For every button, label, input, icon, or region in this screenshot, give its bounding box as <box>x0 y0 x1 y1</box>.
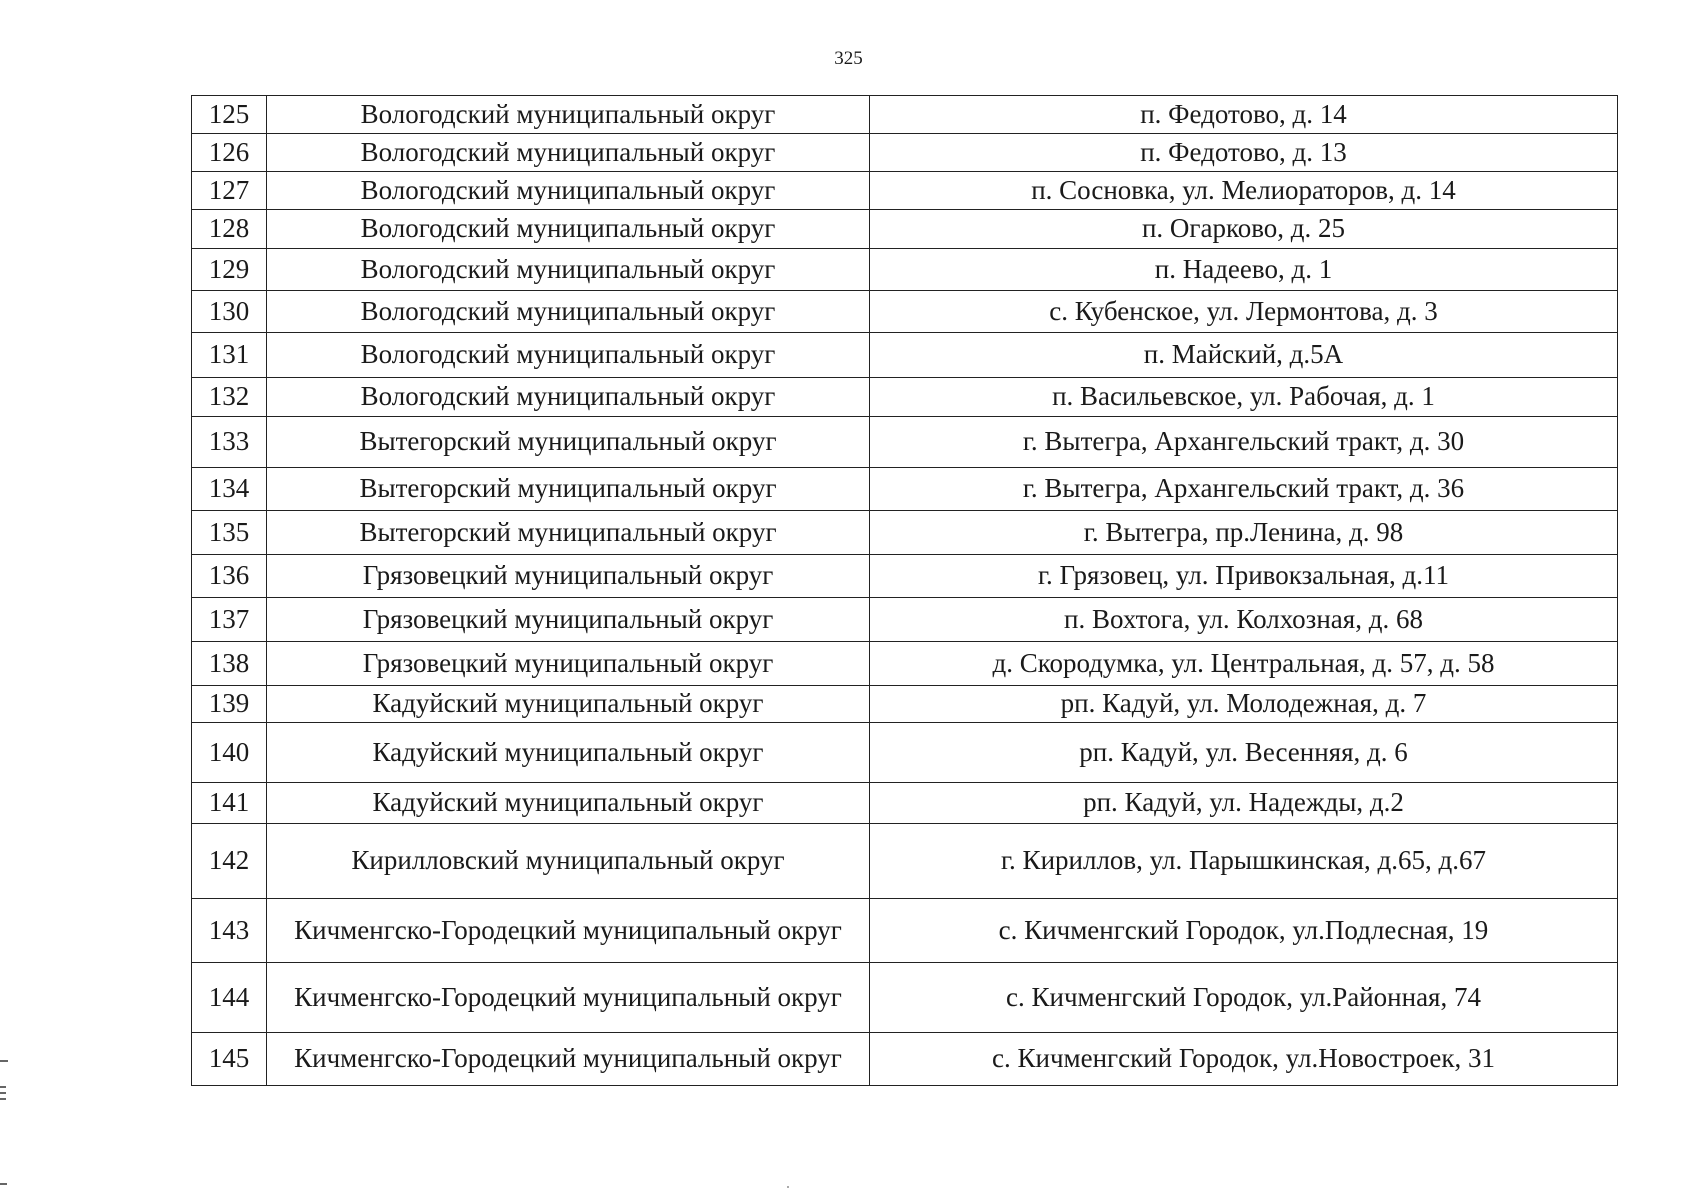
row-number: 142 <box>192 824 267 899</box>
table-row <box>192 249 1618 291</box>
table-row <box>192 511 1618 555</box>
row-number: 126 <box>192 134 267 172</box>
district-cell: Кичменгско-Городецкий муниципальный округ <box>267 1033 870 1086</box>
scan-edge-mark <box>0 1060 8 1062</box>
table-row <box>192 1033 1618 1086</box>
row-number: 128 <box>192 210 267 249</box>
table-row <box>192 417 1618 468</box>
address-cell: п. Надеево, д. 1 <box>870 249 1618 291</box>
row-number: 130 <box>192 291 267 333</box>
row-number: 139 <box>192 686 267 723</box>
address-table <box>191 95 1618 1086</box>
district-cell: Вологодский муниципальный округ <box>267 291 870 333</box>
district-cell: Грязовецкий муниципальный округ <box>267 598 870 642</box>
row-number: 137 <box>192 598 267 642</box>
row-number: 136 <box>192 555 267 598</box>
table-row <box>192 598 1618 642</box>
row-number: 144 <box>192 963 267 1033</box>
row-number: 138 <box>192 642 267 686</box>
address-cell: рп. Кадуй, ул. Молодежная, д. 7 <box>870 686 1618 723</box>
address-cell: п. Федотово, д. 14 <box>870 96 1618 134</box>
address-cell: с. Кичменгский Городок, ул.Подлесная, 19 <box>870 899 1618 963</box>
address-cell: п. Васильевское, ул. Рабочая, д. 1 <box>870 378 1618 417</box>
row-number: 140 <box>192 723 267 783</box>
district-cell: Вологодский муниципальный округ <box>267 378 870 417</box>
district-cell: Вытегорский муниципальный округ <box>267 417 870 468</box>
row-number: 125 <box>192 96 267 134</box>
district-cell: Вологодский муниципальный округ <box>267 249 870 291</box>
district-cell: Вологодский муниципальный округ <box>267 172 870 210</box>
table-row <box>192 783 1618 824</box>
scan-speck <box>787 1186 789 1188</box>
table-row <box>192 723 1618 783</box>
address-cell: рп. Кадуй, ул. Надежды, д.2 <box>870 783 1618 824</box>
row-number: 135 <box>192 511 267 555</box>
district-cell: Кичменгско-Городецкий муниципальный округ <box>267 963 870 1033</box>
table-row <box>192 172 1618 210</box>
row-number: 133 <box>192 417 267 468</box>
row-number: 134 <box>192 468 267 511</box>
address-cell: п. Вохтога, ул. Колхозная, д. 68 <box>870 598 1618 642</box>
address-cell: с. Кичменгский Городок, ул.Новостроек, 31 <box>870 1033 1618 1086</box>
address-cell: г. Вытегра, Архангельский тракт, д. 30 <box>870 417 1618 468</box>
scan-edge-mark <box>0 1086 6 1088</box>
table-row <box>192 899 1618 963</box>
table-row <box>192 291 1618 333</box>
table-row <box>192 963 1618 1033</box>
table-row <box>192 468 1618 511</box>
table-row <box>192 333 1618 378</box>
address-cell: г. Грязовец, ул. Привокзальная, д.11 <box>870 555 1618 598</box>
table-row <box>192 134 1618 172</box>
row-number: 127 <box>192 172 267 210</box>
row-number: 143 <box>192 899 267 963</box>
district-cell: Кирилловский муниципальный округ <box>267 824 870 899</box>
page-number: 325 <box>834 48 863 69</box>
address-cell: с. Кубенское, ул. Лермонтова, д. 3 <box>870 291 1618 333</box>
address-cell: п. Федотово, д. 13 <box>870 134 1618 172</box>
district-cell: Грязовецкий муниципальный округ <box>267 555 870 598</box>
table-row <box>192 378 1618 417</box>
table-row <box>192 686 1618 723</box>
address-cell: г. Вытегра, Архангельский тракт, д. 36 <box>870 468 1618 511</box>
scan-edge-mark <box>0 1092 6 1094</box>
district-cell: Вологодский муниципальный округ <box>267 134 870 172</box>
table-row <box>192 210 1618 249</box>
address-cell: г. Вытегра, пр.Ленина, д. 98 <box>870 511 1618 555</box>
district-cell: Вологодский муниципальный округ <box>267 333 870 378</box>
district-cell: Вологодский муниципальный округ <box>267 210 870 249</box>
table-row <box>192 555 1618 598</box>
row-number: 131 <box>192 333 267 378</box>
district-cell: Кадуйский муниципальный округ <box>267 723 870 783</box>
district-cell: Вытегорский муниципальный округ <box>267 511 870 555</box>
address-cell: рп. Кадуй, ул. Весенняя, д. 6 <box>870 723 1618 783</box>
address-cell: с. Кичменгский Городок, ул.Районная, 74 <box>870 963 1618 1033</box>
address-cell: г. Кириллов, ул. Парышкинская, д.65, д.67 <box>870 824 1618 899</box>
row-number: 145 <box>192 1033 267 1086</box>
district-cell: Вологодский муниципальный округ <box>267 96 870 134</box>
table-row <box>192 96 1618 134</box>
scan-edge-mark <box>0 1098 6 1100</box>
address-cell: д. Скородумка, ул. Центральная, д. 57, д. 58 <box>870 642 1618 686</box>
address-cell: п. Сосновка, ул. Мелиораторов, д. 14 <box>870 172 1618 210</box>
scan-edge-mark <box>0 1183 7 1185</box>
district-cell: Вытегорский муниципальный округ <box>267 468 870 511</box>
row-number: 141 <box>192 783 267 824</box>
district-cell: Кичменгско-Городецкий муниципальный округ <box>267 899 870 963</box>
district-cell: Кадуйский муниципальный округ <box>267 783 870 824</box>
district-cell: Грязовецкий муниципальный округ <box>267 642 870 686</box>
address-cell: п. Огарково, д. 25 <box>870 210 1618 249</box>
row-number: 129 <box>192 249 267 291</box>
district-cell: Кадуйский муниципальный округ <box>267 686 870 723</box>
table-row <box>192 824 1618 899</box>
row-number: 132 <box>192 378 267 417</box>
address-cell: п. Майский, д.5А <box>870 333 1618 378</box>
table-row <box>192 642 1618 686</box>
